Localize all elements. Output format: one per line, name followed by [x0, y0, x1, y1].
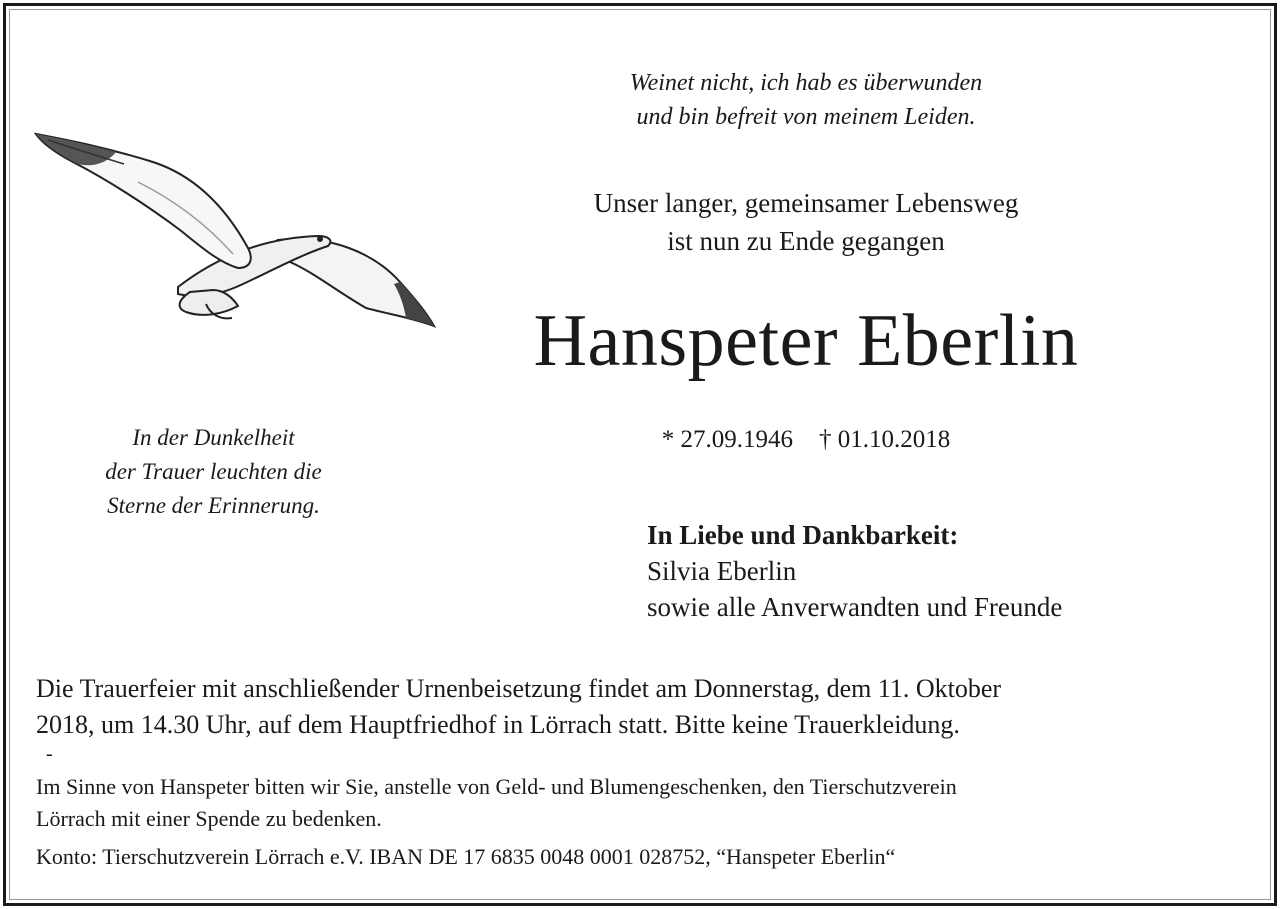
donation-line: Lörrach mit einer Spende zu bedenken. — [36, 806, 382, 831]
donation-request — [36, 771, 1251, 835]
motto-line: und bin befreit von meinem Leiden. — [636, 104, 976, 130]
memorial-quote — [36, 421, 391, 523]
separator-dash: - — [46, 743, 53, 765]
bank-account: Konto: Tierschutzverein Lörrach e.V. IBAN DE 17 6835 0048 0001 028752, “Hanspeter Eberlin“ — [36, 844, 896, 869]
deceased-name: Hanspeter Eberlin — [533, 300, 1079, 382]
life-dates — [476, 424, 1136, 456]
quote-line: Sterne der Erinnerung. — [107, 493, 320, 518]
mourner-name: Silvia Eberlin — [647, 556, 797, 586]
donation-line: Im Sinne von Hanspeter bitten wir Sie, anstelle von Geld- und Blumengeschenken, den Tierschutzverein — [36, 774, 957, 799]
service-announcement — [36, 671, 1251, 743]
obituary-notice — [3, 3, 1277, 906]
intro-line: ist nun zu Ende gegangen — [667, 226, 945, 256]
motto-verse — [486, 66, 1126, 134]
service-line: 2018, um 14.30 Uhr, auf dem Hauptfriedhof in Lörrach statt. Bitte keine Trauerkleidung. — [36, 710, 960, 739]
quote-line: der Trauer leuchten die — [105, 459, 322, 484]
mourners-block — [647, 517, 1062, 625]
death-date: † 01.10.2018 — [819, 426, 951, 453]
quote-line: In der Dunkelheit — [132, 425, 295, 450]
birth-date: * 27.09.1946 — [661, 426, 793, 453]
mourners-heading: In Liebe und Dankbarkeit: — [647, 520, 959, 550]
seagull-icon — [28, 122, 442, 332]
mourner-others: sowie alle Anverwandten und Freunde — [647, 592, 1063, 622]
intro-line: Unser langer, gemeinsamer Lebensweg — [593, 188, 1019, 218]
intro-text — [476, 184, 1136, 260]
service-line: Die Trauerfeier mit anschließender Urnenbeisetzung findet am Donnerstag, dem 11. Oktober — [36, 674, 1002, 703]
motto-line: Weinet nicht, ich hab es überwunden — [629, 70, 983, 96]
